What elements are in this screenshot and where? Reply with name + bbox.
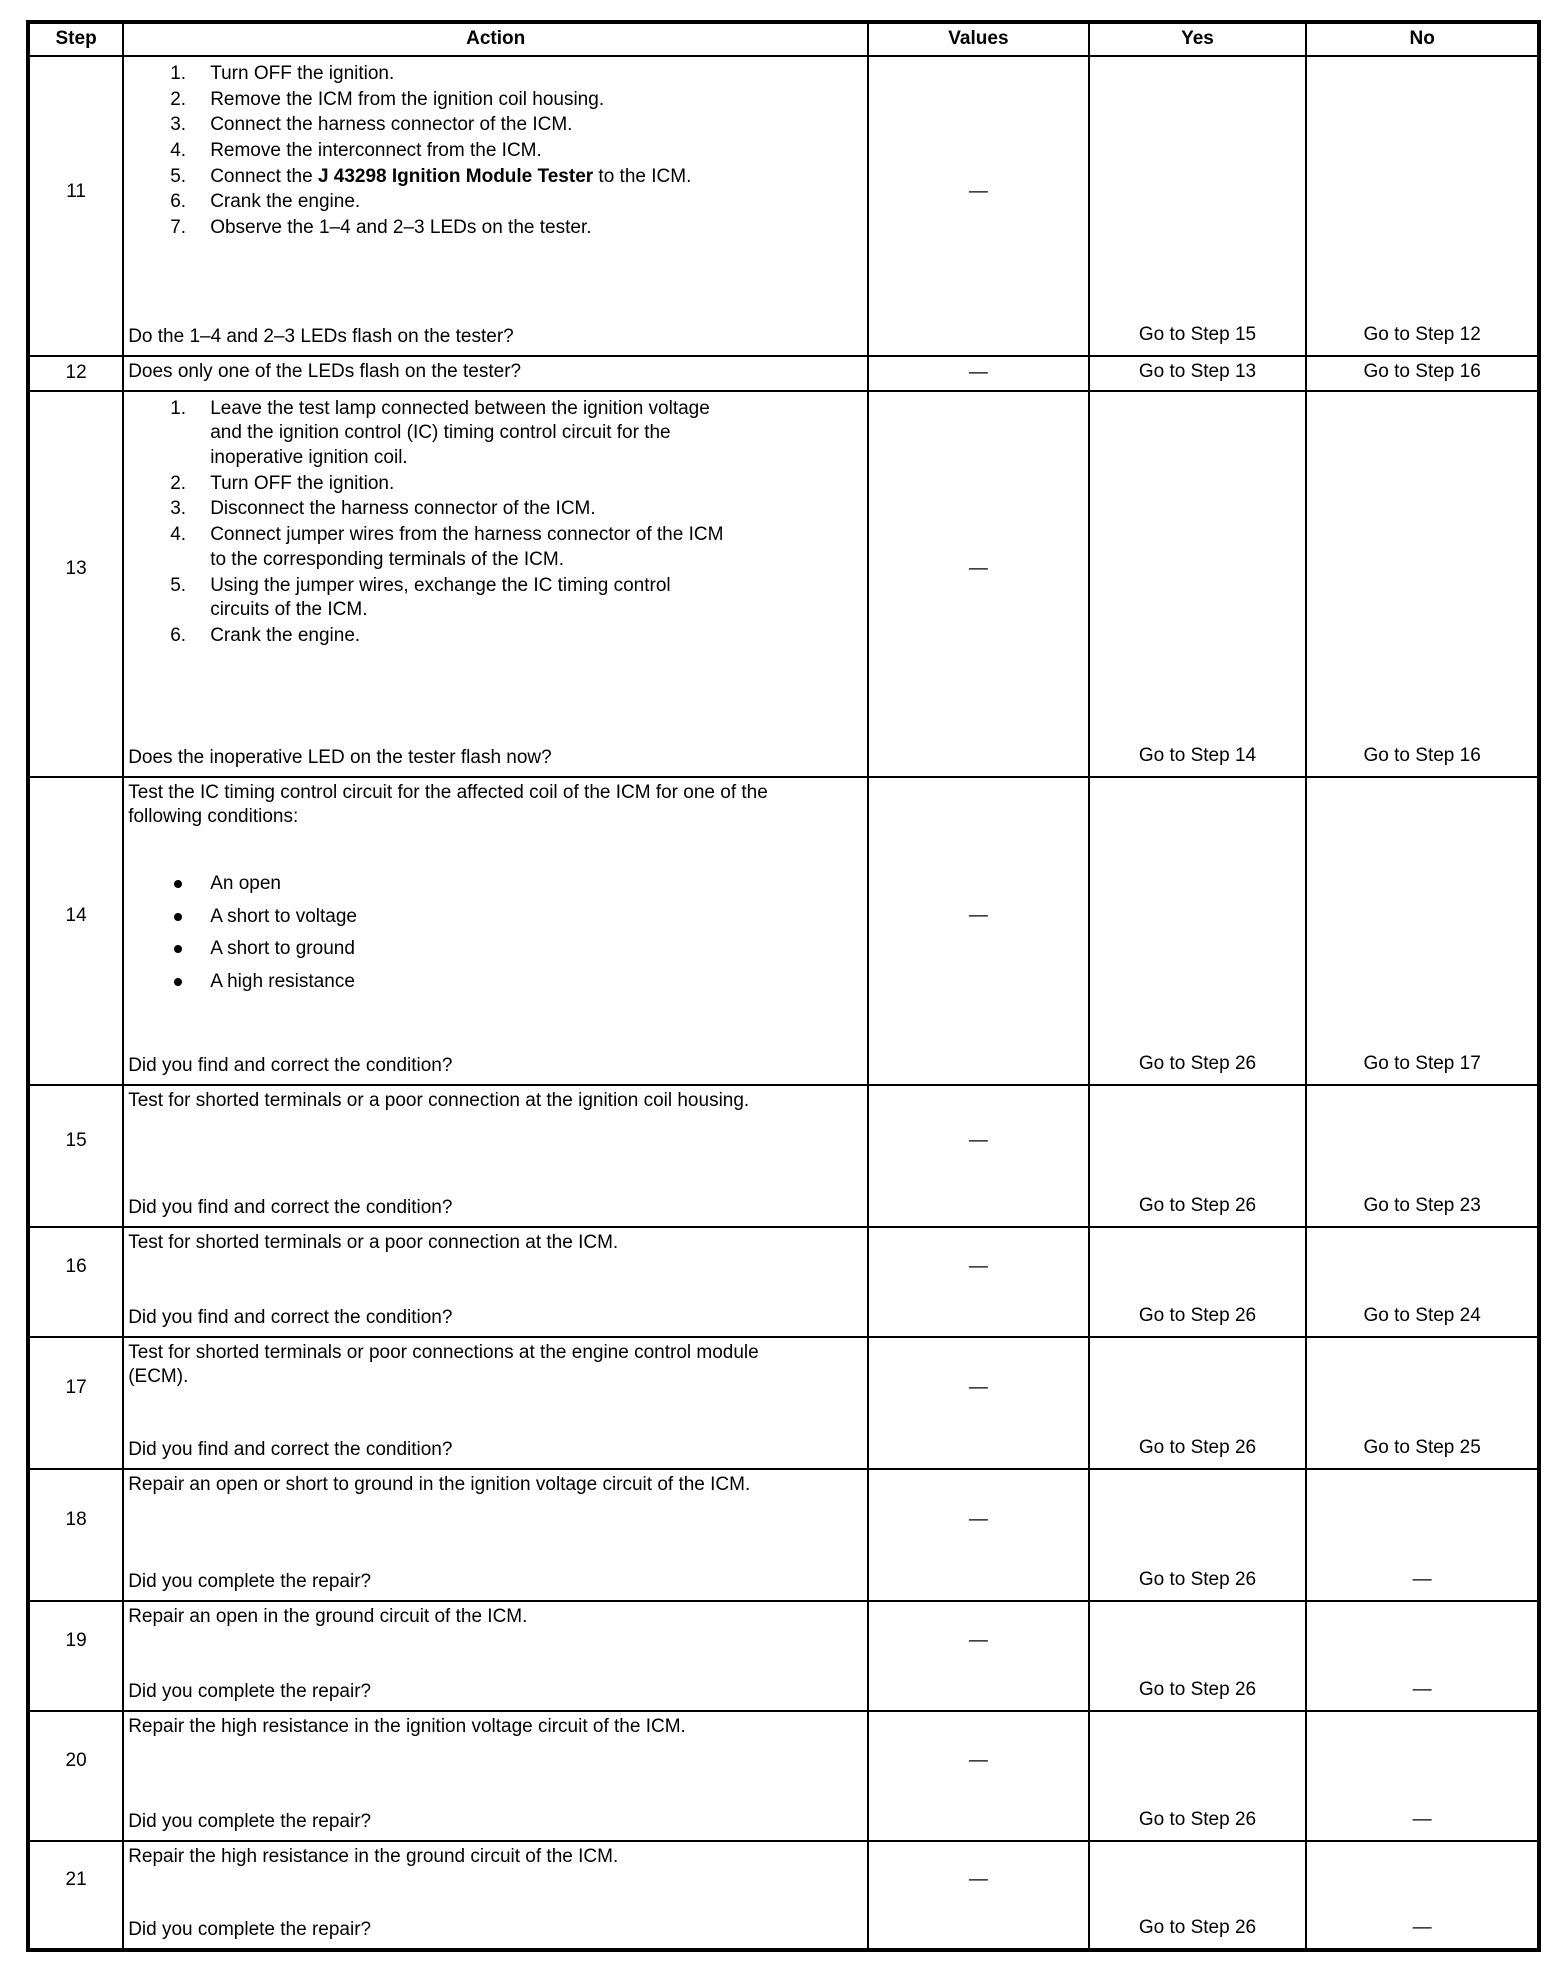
no-cell: Go to Step 12 (1306, 56, 1539, 356)
action-intro: Test for shorted terminals or poor connections at the engine control module (ECM). (128, 1341, 759, 1388)
action-steps-list (128, 62, 861, 242)
values-cell: — (868, 1337, 1089, 1469)
tool-name: J 43298 Ignition Module Tester (317, 165, 594, 187)
values-cell: — (868, 1711, 1089, 1841)
action-cell (123, 1337, 868, 1469)
table-row-step-17 (28, 1337, 1539, 1469)
action-question: Does the inoperative LED on the tester flash now? (128, 747, 552, 768)
action-question: Do the 1–4 and 2–3 LEDs flash on the tester? (128, 326, 514, 348)
yes-cell: Go to Step 26 (1089, 1601, 1307, 1711)
column-header-step: Step (28, 22, 123, 56)
table-row-step-21 (28, 1841, 1539, 1950)
action-cell (123, 1085, 868, 1227)
table-row-step-13 (28, 391, 1539, 777)
action-intro: Repair the high resistance in the ignition voltage circuit of the ICM. (128, 1715, 686, 1737)
values-cell: — (868, 1841, 1089, 1950)
values-cell: — (868, 391, 1089, 777)
action-step-item: Observe the 1–4 and 2–3 LEDs on the tester. (210, 217, 592, 239)
action-intro: Repair the high resistance in the ground circuit of the ICM. (128, 1845, 619, 1867)
action-intro: Repair an open in the ground circuit of the ICM. (128, 1605, 528, 1627)
no-cell: Go to Step 16 (1306, 356, 1539, 391)
action-intro: Repair an open or short to ground in the ignition voltage circuit of the ICM. (128, 1473, 751, 1495)
yes-cell: Go to Step 26 (1089, 1227, 1307, 1337)
step-number: 21 (28, 1841, 123, 1950)
action-step-item (128, 165, 734, 190)
header-row (28, 22, 1539, 56)
step-text-segment: to the ICM. (593, 165, 692, 187)
table-row-step-15 (28, 1085, 1539, 1227)
action-question: Did you find and correct the condition? (128, 1307, 453, 1328)
table-row-step-14 (28, 777, 1539, 1085)
diagnostic-table (26, 20, 1541, 1952)
values-cell: — (868, 1227, 1089, 1337)
column-header-yes: Yes (1089, 22, 1307, 56)
action-question: Did you find and correct the condition? (128, 1439, 453, 1460)
step-number: 12 (28, 356, 123, 391)
yes-cell: Go to Step 14 (1089, 391, 1307, 777)
action-step-item: Disconnect the harness connector of the ICM. (210, 498, 596, 520)
action-step-item: Crank the engine. (210, 624, 361, 646)
table-row-step-11 (28, 56, 1539, 356)
action-step-item: Connect jumper wires from the harness connector of the ICM to the corresponding terminals of the ICM. (210, 524, 724, 570)
action-cell (123, 1711, 868, 1841)
yes-cell: Go to Step 26 (1089, 1337, 1307, 1469)
no-cell: — (1306, 1711, 1539, 1841)
values-cell: — (868, 56, 1089, 356)
condition-item: A high resistance (128, 970, 861, 995)
action-step-item: Leave the test lamp connected between the ignition voltage and the ignition control (IC) timing control circuit for the inoperative ignition coil. (210, 397, 710, 469)
action-step-item: Turn OFF the ignition. (210, 63, 395, 84)
column-header-action: Action (123, 22, 868, 56)
action-cell (123, 777, 868, 1085)
table-row-step-18 (28, 1469, 1539, 1601)
no-cell: Go to Step 25 (1306, 1337, 1539, 1469)
column-header-no: No (1306, 22, 1539, 56)
yes-cell: Go to Step 26 (1089, 1841, 1307, 1950)
step-number: 14 (28, 777, 123, 1085)
table-row-step-19 (28, 1601, 1539, 1711)
action-steps-list (128, 397, 861, 650)
action-question: Did you complete the repair? (128, 1571, 372, 1592)
action-cell (123, 1469, 868, 1601)
action-intro: Test the IC timing control circuit for the affected coil of the ICM for one of the following conditions: (128, 781, 768, 828)
condition-item: A short to ground (128, 937, 861, 962)
action-cell (123, 1227, 868, 1337)
yes-cell: Go to Step 26 (1089, 1469, 1307, 1601)
table-row-step-20 (28, 1711, 1539, 1841)
action-cell (123, 56, 868, 356)
step-number: 18 (28, 1469, 123, 1601)
values-cell: — (868, 1085, 1089, 1227)
values-cell: — (868, 356, 1089, 391)
action-intro: Test for shorted terminals or a poor connection at the ignition coil housing. (128, 1089, 750, 1111)
no-cell: Go to Step 23 (1306, 1085, 1539, 1227)
step-number: 17 (28, 1337, 123, 1469)
action-cell (123, 391, 868, 777)
action-step-item: Crank the engine. (210, 191, 361, 213)
table-row-step-12 (28, 356, 1539, 391)
step-number: 15 (28, 1085, 123, 1227)
condition-item: An open (128, 872, 861, 897)
step-number: 20 (28, 1711, 123, 1841)
action-cell (123, 356, 868, 391)
action-question: Did you complete the repair? (128, 1811, 372, 1832)
action-question: Did you find and correct the condition? (128, 1197, 453, 1218)
action-intro: Test for shorted terminals or a poor connection at the ICM. (128, 1231, 619, 1253)
action-step-item: Remove the interconnect from the ICM. (210, 140, 542, 162)
step-number: 16 (28, 1227, 123, 1337)
values-cell: — (868, 1601, 1089, 1711)
table-row-step-16 (28, 1227, 1539, 1337)
no-cell: Go to Step 17 (1306, 777, 1539, 1085)
action-step-item: Connect the harness connector of the ICM. (210, 114, 573, 136)
values-cell: — (868, 1469, 1089, 1601)
action-question: Does only one of the LEDs flash on the tester? (128, 361, 522, 382)
yes-cell: Go to Step 26 (1089, 1085, 1307, 1227)
action-question: Did you find and correct the condition? (128, 1055, 453, 1076)
action-step-item: Turn OFF the ignition. (210, 472, 395, 494)
condition-list (128, 872, 861, 1003)
action-question: Did you complete the repair? (128, 1681, 372, 1702)
action-cell (123, 1601, 868, 1711)
no-cell: — (1306, 1601, 1539, 1711)
action-cell (123, 1841, 868, 1950)
step-number: 11 (28, 56, 123, 356)
no-cell: Go to Step 24 (1306, 1227, 1539, 1337)
action-step-item: Using the jumper wires, exchange the IC timing control circuits of the ICM. (210, 574, 671, 621)
step-text-segment: Connect the (210, 165, 318, 187)
action-step-item: Remove the ICM from the ignition coil housing. (210, 88, 605, 110)
no-cell: — (1306, 1841, 1539, 1950)
condition-item: A short to voltage (128, 905, 861, 930)
values-cell: — (868, 777, 1089, 1085)
step-number: 13 (28, 391, 123, 777)
yes-cell: Go to Step 26 (1089, 1711, 1307, 1841)
no-cell: Go to Step 16 (1306, 391, 1539, 777)
no-cell: — (1306, 1469, 1539, 1601)
yes-cell: Go to Step 13 (1089, 356, 1307, 391)
yes-cell: Go to Step 26 (1089, 777, 1307, 1085)
yes-cell: Go to Step 15 (1089, 56, 1307, 356)
step-number: 19 (28, 1601, 123, 1711)
action-question: Did you complete the repair? (128, 1919, 372, 1940)
column-header-values: Values (868, 22, 1089, 56)
